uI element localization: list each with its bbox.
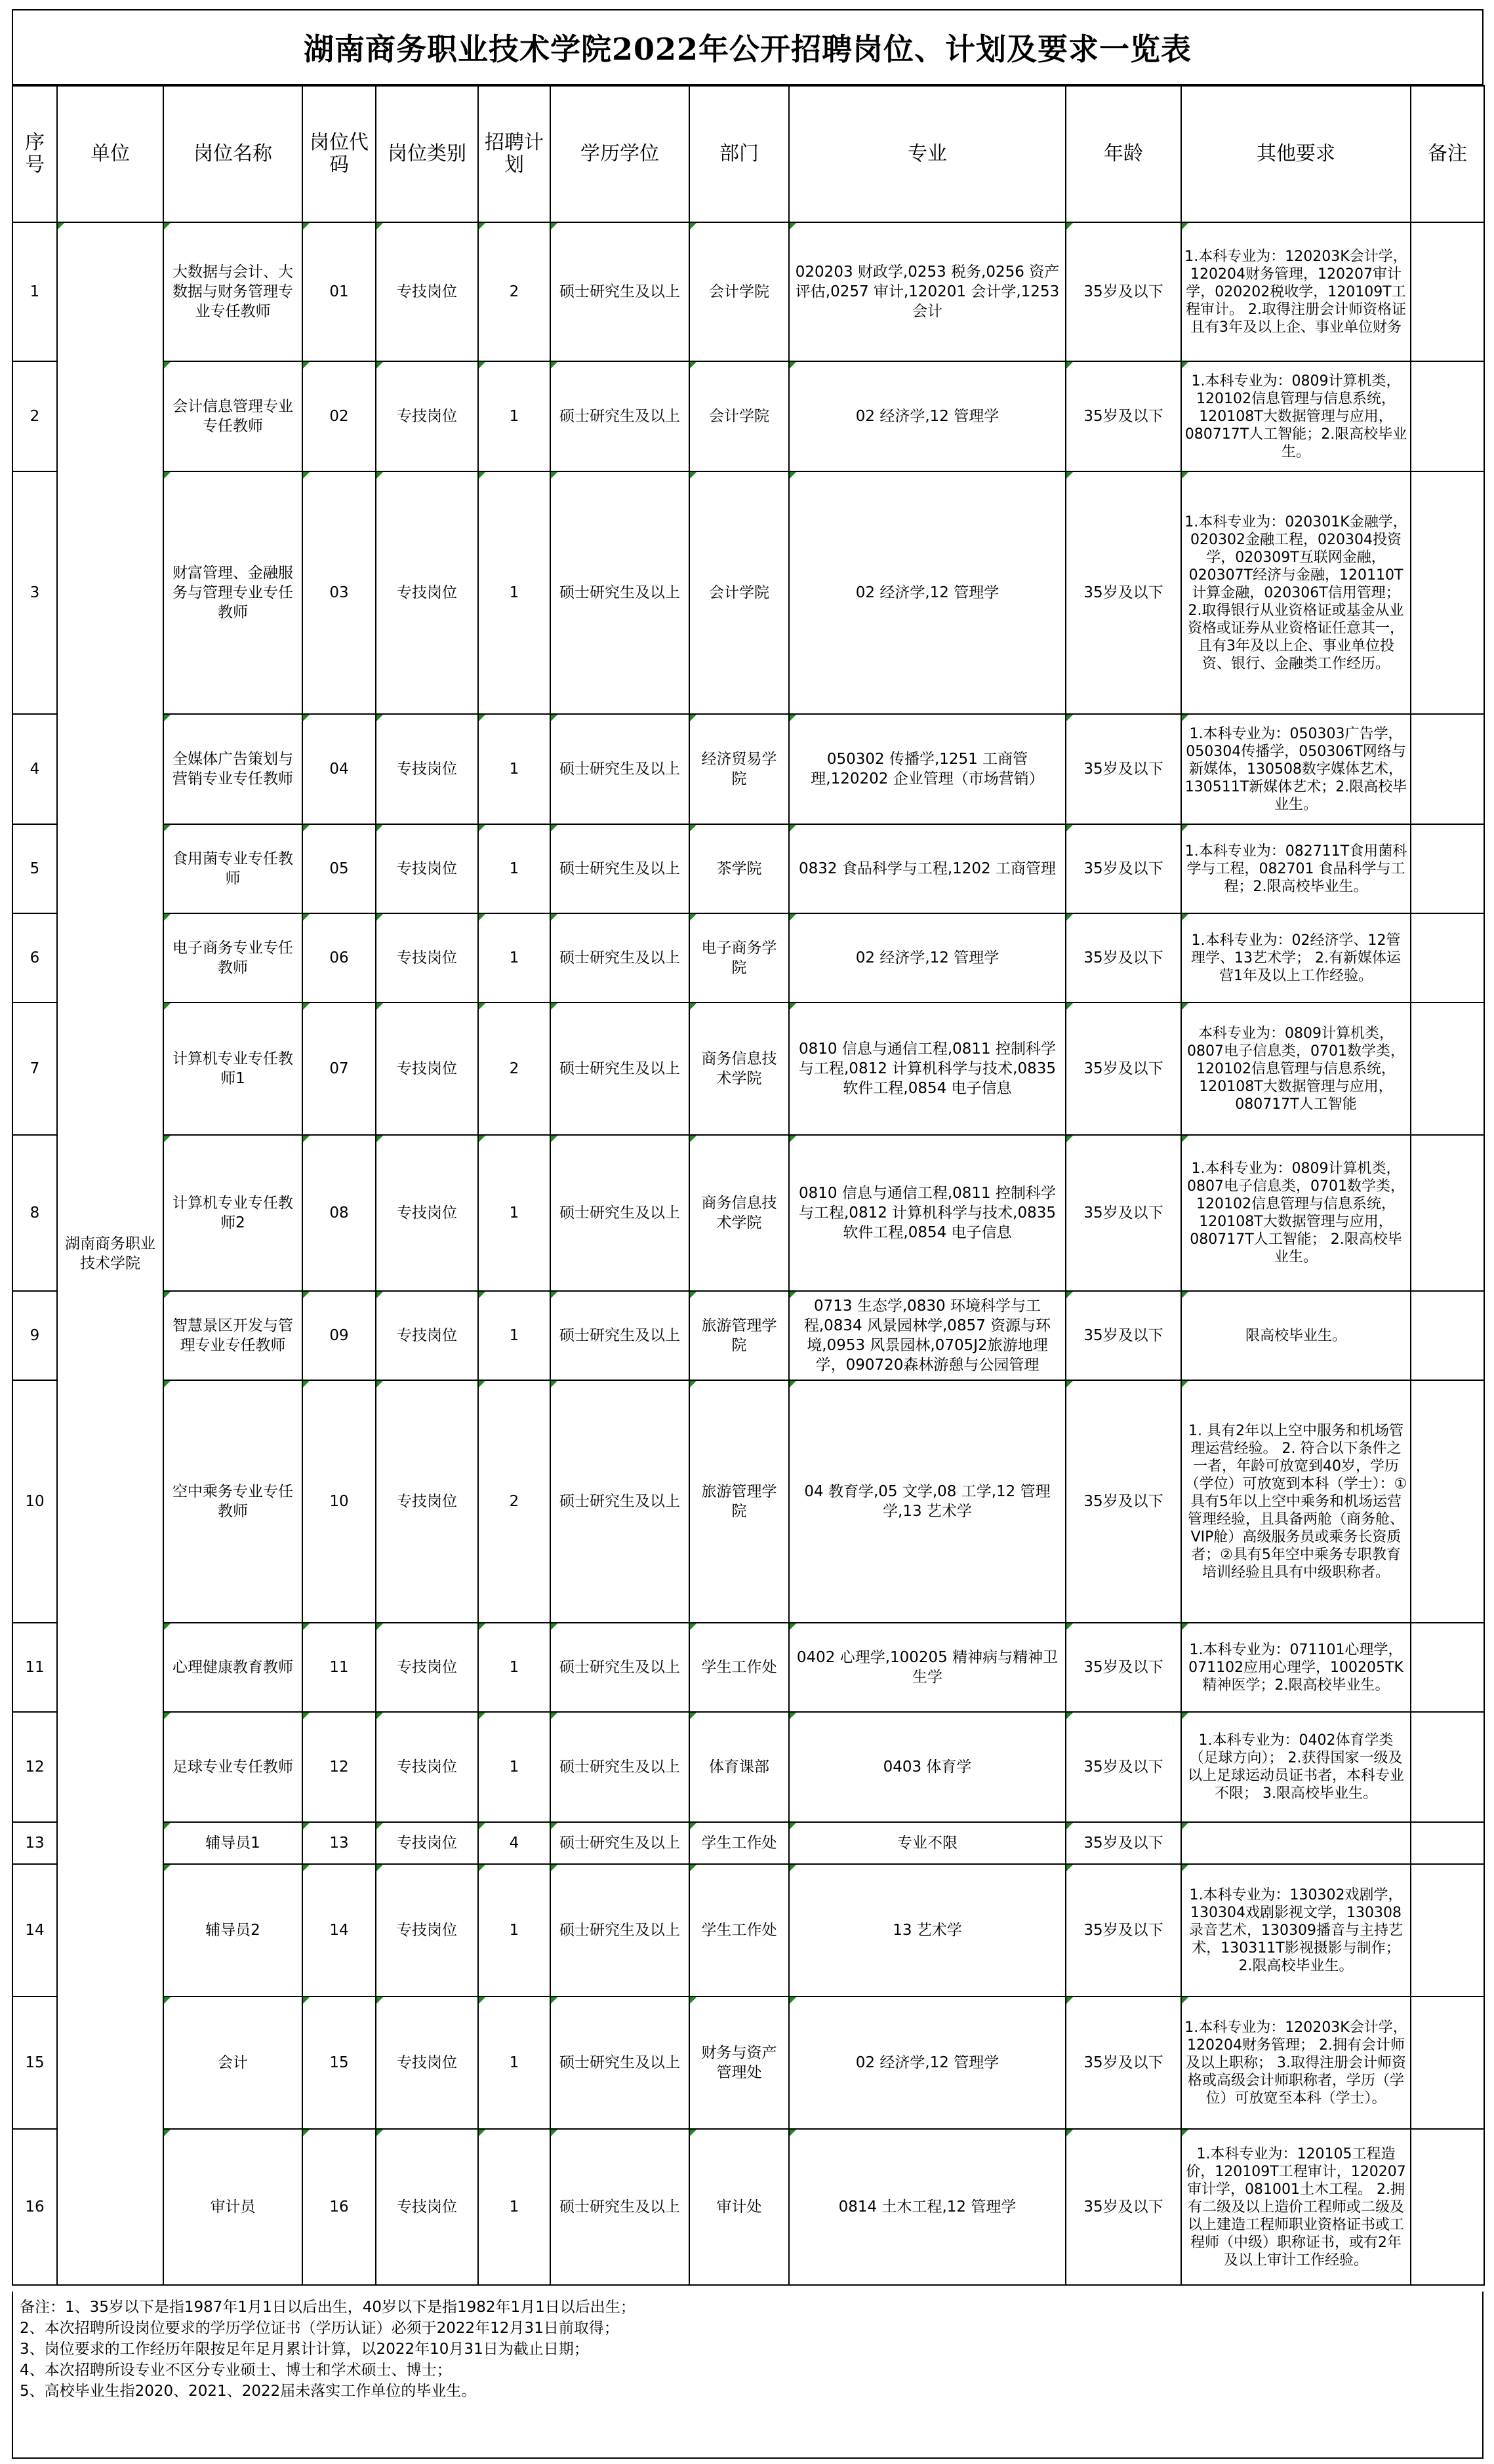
cell-major: 02 经济学,12 管理学 — [789, 1997, 1066, 2129]
cell-seq: 2 — [12, 361, 57, 471]
cell-age: 35岁及以下 — [1066, 1135, 1181, 1291]
cell-major: 02 经济学,12 管理学 — [789, 471, 1066, 714]
cell-plan: 2 — [478, 1380, 550, 1623]
cell-post-type: 专技岗位 — [376, 714, 478, 824]
cell-dept: 电子商务学院 — [689, 913, 789, 1003]
cell-post-code: 07 — [302, 1003, 376, 1135]
cell-post-type: 专技岗位 — [376, 824, 478, 913]
cell-degree: 硕士研究生及以上 — [550, 1003, 689, 1135]
cell-post-name: 辅导员1 — [163, 1822, 302, 1864]
cell-dept: 经济贸易学院 — [689, 714, 789, 824]
cell-post-code: 09 — [302, 1291, 376, 1380]
cell-post-name: 会计信息管理专业专任教师 — [163, 361, 302, 471]
cell-seq: 4 — [12, 714, 57, 824]
cell-post-name: 空中乘务专业专任教师 — [163, 1380, 302, 1623]
note-line: 2、本次招聘所设岗位要求的学历学位证书（学历认证）必须于2022年12月31日前取得； — [20, 2320, 619, 2337]
cell-other: 1.本科专业为：120203K会计学，120204财务管理，120207审计学，020202税收学，120109T工程审计。 2.取得注册会计师资格证且有3年及以上企、事业单位财务 — [1181, 222, 1411, 361]
cell-other — [1181, 1822, 1411, 1864]
cell-post-type: 专技岗位 — [376, 1003, 478, 1135]
cell-seq: 5 — [12, 824, 57, 913]
cell-remark — [1411, 222, 1484, 361]
cell-degree: 硕士研究生及以上 — [550, 471, 689, 714]
col-plan: 招聘计划 — [478, 86, 550, 222]
cell-remark — [1411, 1291, 1484, 1380]
cell-remark — [1411, 1380, 1484, 1623]
cell-age: 35岁及以下 — [1066, 1291, 1181, 1380]
cell-degree: 硕士研究生及以上 — [550, 1623, 689, 1712]
cell-post-type: 专技岗位 — [376, 1380, 478, 1623]
cell-degree: 硕士研究生及以上 — [550, 1135, 689, 1291]
cell-post-type: 专技岗位 — [376, 1291, 478, 1380]
cell-plan: 1 — [478, 1623, 550, 1712]
cell-major: 0403 体育学 — [789, 1712, 1066, 1822]
table-row — [12, 1623, 1484, 1712]
cell-dept: 会计学院 — [689, 361, 789, 471]
table-row — [12, 824, 1484, 913]
cell-post-name: 计算机专业专任教师2 — [163, 1135, 302, 1291]
col-post-code: 岗位代码 — [302, 86, 376, 222]
cell-dept: 茶学院 — [689, 824, 789, 913]
cell-plan: 1 — [478, 1864, 550, 1997]
cell-dept: 旅游管理学院 — [689, 1380, 789, 1623]
cell-remark — [1411, 2129, 1484, 2285]
table-row — [12, 222, 1484, 361]
cell-post-type: 专技岗位 — [376, 913, 478, 1003]
cell-seq: 8 — [12, 1135, 57, 1291]
cell-dept: 学生工作处 — [689, 1623, 789, 1712]
cell-post-name: 财富管理、金融服务与管理专业专任教师 — [163, 471, 302, 714]
cell-seq: 10 — [12, 1380, 57, 1623]
cell-major: 0832 食品科学与工程,1202 工商管理 — [789, 824, 1066, 913]
cell-plan: 1 — [478, 1712, 550, 1822]
cell-degree: 硕士研究生及以上 — [550, 222, 689, 361]
cell-dept: 审计处 — [689, 2129, 789, 2285]
cell-remark — [1411, 471, 1484, 714]
cell-major: 02 经济学,12 管理学 — [789, 913, 1066, 1003]
cell-remark — [1411, 1712, 1484, 1822]
table-row — [12, 471, 1484, 714]
cell-dept: 学生工作处 — [689, 1864, 789, 1997]
cell-age: 35岁及以下 — [1066, 471, 1181, 714]
col-remark: 备注 — [1411, 86, 1484, 222]
col-major: 专业 — [789, 86, 1066, 222]
cell-seq: 3 — [12, 471, 57, 714]
cell-post-code: 08 — [302, 1135, 376, 1291]
header-row — [12, 86, 1484, 222]
col-post-name: 岗位名称 — [163, 86, 302, 222]
cell-post-type: 专技岗位 — [376, 1822, 478, 1864]
cell-post-name: 辅导员2 — [163, 1864, 302, 1997]
cell-age: 35岁及以下 — [1066, 1380, 1181, 1623]
cell-post-name: 足球专业专任教师 — [163, 1712, 302, 1822]
cell-dept: 旅游管理学院 — [689, 1291, 789, 1380]
cell-degree: 硕士研究生及以上 — [550, 2129, 689, 2285]
cell-plan: 1 — [478, 1291, 550, 1380]
cell-post-name: 计算机专业专任教师1 — [163, 1003, 302, 1135]
cell-remark — [1411, 1997, 1484, 2129]
cell-post-code: 05 — [302, 824, 376, 913]
cell-post-code: 02 — [302, 361, 376, 471]
note-line: 备注：1、35岁以下是指1987年1月1日以后出生，40岁以下是指1982年1月1日以后出生； — [20, 2299, 636, 2316]
table-row — [12, 361, 1484, 471]
cell-post-code: 14 — [302, 1864, 376, 1997]
cell-dept: 财务与资产管理处 — [689, 1997, 789, 2129]
cell-seq: 6 — [12, 913, 57, 1003]
cell-remark — [1411, 1135, 1484, 1291]
cell-other: 1.本科专业为：020301K金融学，020302金融工程，020304投资学，020309T互联网金融，020307T经济与金融，120110T计算金融，020306T信用管理； 2.取得银行从业资格证或基金从业资格或证券从业资格证任意其一，且有3年及以上企、事业单位投资、银行、金融类工作经历。 — [1181, 471, 1411, 714]
col-degree: 学历学位 — [550, 86, 689, 222]
cell-major: 专业不限 — [789, 1822, 1066, 1864]
cell-post-type: 专技岗位 — [376, 471, 478, 714]
cell-post-code: 04 — [302, 714, 376, 824]
cell-remark — [1411, 913, 1484, 1003]
cell-major: 0810 信息与通信工程,0811 控制科学与工程,0812 计算机科学与技术,0835 软件工程,0854 电子信息 — [789, 1003, 1066, 1135]
cell-degree: 硕士研究生及以上 — [550, 1997, 689, 2129]
cell-post-type: 专技岗位 — [376, 1623, 478, 1712]
cell-plan: 1 — [478, 913, 550, 1003]
cell-post-code: 15 — [302, 1997, 376, 2129]
col-other: 其他要求 — [1181, 86, 1411, 222]
cell-post-name: 电子商务专业专任教师 — [163, 913, 302, 1003]
cell-age: 35岁及以下 — [1066, 222, 1181, 361]
cell-major: 0713 生态学,0830 环境科学与工程,0834 风景园林学,0857 资源与环境,0953 风景园林,0705J2旅游地理学，090720森林游憩与公园管理 — [789, 1291, 1066, 1380]
cell-other: 1.本科专业为：120203K会计学，120204财务管理； 2.拥有会计师及以上职称； 3.取得注册会计师资格或高级会计师职称者，学历（学位）可放宽至本科（学士）。 — [1181, 1997, 1411, 2129]
cell-other: 1.本科专业为：082711T食用菌科学与工程，082701 食品科学与工程；2.限高校毕业生。 — [1181, 824, 1411, 913]
cell-other: 1.本科专业为：0809计算机类，0807电子信息类，0701数学类，120102信息管理与信息系统，120108T大数据管理与应用，080717T人工智能； 2.限高校毕业生。 — [1181, 1135, 1411, 1291]
cell-plan: 1 — [478, 1135, 550, 1291]
cell-degree: 硕士研究生及以上 — [550, 1822, 689, 1864]
cell-unit: 湖南商务职业技术学院 — [57, 222, 163, 2285]
cell-post-code: 12 — [302, 1712, 376, 1822]
cell-post-code: 16 — [302, 2129, 376, 2285]
cell-remark — [1411, 1822, 1484, 1864]
cell-post-type: 专技岗位 — [376, 1997, 478, 2129]
cell-post-name: 智慧景区开发与管理专业专任教师 — [163, 1291, 302, 1380]
cell-post-type: 专技岗位 — [376, 1864, 478, 1997]
cell-degree: 硕士研究生及以上 — [550, 824, 689, 913]
notes — [12, 2292, 1484, 2459]
cell-age: 35岁及以下 — [1066, 2129, 1181, 2285]
cell-post-name: 心理健康教育教师 — [163, 1623, 302, 1712]
cell-other: 本科专业为：0809计算机类，0807电子信息类，0701数学类，120102信息管理与信息系统，120108T大数据管理与应用，080717T人工智能 — [1181, 1003, 1411, 1135]
cell-post-type: 专技岗位 — [376, 1712, 478, 1822]
cell-major: 02 经济学,12 管理学 — [789, 361, 1066, 471]
cell-remark — [1411, 1623, 1484, 1712]
cell-major: 0810 信息与通信工程,0811 控制科学与工程,0812 计算机科学与技术,0835 软件工程,0854 电子信息 — [789, 1135, 1066, 1291]
cell-other: 1.本科专业为：0809计算机类，120102信息管理与信息系统，120108T大数据管理与应用，080717T人工智能；2.限高校毕业生。 — [1181, 361, 1411, 471]
cell-post-code: 10 — [302, 1380, 376, 1623]
cell-age: 35岁及以下 — [1066, 1623, 1181, 1712]
cell-dept: 商务信息技术学院 — [689, 1003, 789, 1135]
table-row — [12, 714, 1484, 824]
cell-post-type: 专技岗位 — [376, 1135, 478, 1291]
table-row — [12, 1003, 1484, 1135]
note-line: 5、高校毕业生指2020、2021、2022届未落实工作单位的毕业生。 — [20, 2383, 477, 2400]
cell-plan: 1 — [478, 471, 550, 714]
cell-other: 1.本科专业为：120105工程造价，120109T工程审计，120207 审计学，081001土木工程。 2.拥有二级及以上造价工程师或二级及以上建造工程师职业资格证书或工程师（中级）职称证书，或有2年及以上审计工作经验。 — [1181, 2129, 1411, 2285]
cell-age: 35岁及以下 — [1066, 913, 1181, 1003]
cell-major: 04 教育学,05 文学,08 工学,12 管理学,13 艺术学 — [789, 1380, 1066, 1623]
col-unit: 单位 — [57, 86, 163, 222]
cell-other: 1.本科专业为：130302戏剧学，130304戏剧影视文学，130308录音艺术，130309播音与主持艺术，130311T影视摄影与制作； 2.限高校毕业生。 — [1181, 1864, 1411, 1997]
cell-major: 0814 土木工程,12 管理学 — [789, 2129, 1066, 2285]
note-line: 4、本次招聘所设专业不区分专业硕士、博士和学术硕士、博士； — [20, 2362, 452, 2379]
cell-post-type: 专技岗位 — [376, 222, 478, 361]
cell-dept: 商务信息技术学院 — [689, 1135, 789, 1291]
cell-post-code: 13 — [302, 1822, 376, 1864]
cell-other: 限高校毕业生。 — [1181, 1291, 1411, 1380]
cell-post-name: 全媒体广告策划与营销专业专任教师 — [163, 714, 302, 824]
cell-post-name: 审计员 — [163, 2129, 302, 2285]
cell-other: 1.本科专业为：071101心理学，071102应用心理学，100205TK精神医学；2.限高校毕业生。 — [1181, 1623, 1411, 1712]
cell-dept: 会计学院 — [689, 222, 789, 361]
cell-age: 35岁及以下 — [1066, 361, 1181, 471]
cell-plan: 1 — [478, 714, 550, 824]
table-row — [12, 1135, 1484, 1291]
col-seq: 序号 — [12, 86, 57, 222]
note-line: 3、岗位要求的工作经历年限按足年足月累计计算，以2022年10月31日为截止日期； — [20, 2341, 589, 2358]
cell-remark — [1411, 1864, 1484, 1997]
table-row — [12, 2129, 1484, 2285]
cell-age: 35岁及以下 — [1066, 1822, 1181, 1864]
cell-remark — [1411, 1003, 1484, 1135]
cell-age: 35岁及以下 — [1066, 1997, 1181, 2129]
cell-plan: 2 — [478, 1003, 550, 1135]
cell-post-name: 食用菌专业专任教师 — [163, 824, 302, 913]
table-row — [12, 1380, 1484, 1623]
table-row — [12, 1997, 1484, 2129]
cell-post-type: 专技岗位 — [376, 361, 478, 471]
cell-seq: 1 — [12, 222, 57, 361]
cell-major: 0402 心理学,100205 精神病与精神卫生学 — [789, 1623, 1066, 1712]
cell-major: 020203 财政学,0253 税务,0256 资产评估,0257 审计,120201 会计学,1253 会计 — [789, 222, 1066, 361]
cell-dept: 体育课部 — [689, 1712, 789, 1822]
cell-plan: 4 — [478, 1822, 550, 1864]
cell-dept: 学生工作处 — [689, 1822, 789, 1864]
cell-major: 13 艺术学 — [789, 1864, 1066, 1997]
cell-seq: 14 — [12, 1864, 57, 1997]
cell-degree: 硕士研究生及以上 — [550, 913, 689, 1003]
cell-post-type: 专技岗位 — [376, 2129, 478, 2285]
cell-dept: 会计学院 — [689, 471, 789, 714]
cell-post-code: 01 — [302, 222, 376, 361]
cell-post-name: 会计 — [163, 1997, 302, 2129]
cell-post-code: 06 — [302, 913, 376, 1003]
cell-seq: 16 — [12, 2129, 57, 2285]
table-row — [12, 1712, 1484, 1822]
cell-plan: 2 — [478, 222, 550, 361]
table-row — [12, 913, 1484, 1003]
cell-post-name: 大数据与会计、大数据与财务管理专业专任教师 — [163, 222, 302, 361]
cell-seq: 15 — [12, 1997, 57, 2129]
cell-remark — [1411, 361, 1484, 471]
table-row — [12, 1291, 1484, 1380]
cell-remark — [1411, 824, 1484, 913]
cell-remark — [1411, 714, 1484, 824]
cell-seq: 9 — [12, 1291, 57, 1380]
cell-seq: 12 — [12, 1712, 57, 1822]
cell-age: 35岁及以下 — [1066, 1864, 1181, 1997]
table-body — [12, 222, 1484, 2285]
cell-major: 050302 传播学,1251 工商管理,120202 企业管理（市场营销） — [789, 714, 1066, 824]
cell-other: 1.本科专业为：02经济学、12管理学、13艺术学； 2.有新媒体运营1年及以上工作经验。 — [1181, 913, 1411, 1003]
cell-plan: 1 — [478, 1997, 550, 2129]
cell-plan: 1 — [478, 361, 550, 471]
cell-degree: 硕士研究生及以上 — [550, 714, 689, 824]
cell-degree: 硕士研究生及以上 — [550, 1712, 689, 1822]
cell-other: 1.本科专业为：0402体育学类（足球方向）； 2.获得国家一级及以上足球运动员证书者，本科专业不限； 3.限高校毕业生。 — [1181, 1712, 1411, 1822]
col-dept: 部门 — [689, 86, 789, 222]
cell-plan: 1 — [478, 824, 550, 913]
col-post-type: 岗位类别 — [376, 86, 478, 222]
cell-age: 35岁及以下 — [1066, 1003, 1181, 1135]
cell-degree: 硕士研究生及以上 — [550, 361, 689, 471]
cell-degree: 硕士研究生及以上 — [550, 1380, 689, 1623]
col-age: 年龄 — [1066, 86, 1181, 222]
cell-post-code: 03 — [302, 471, 376, 714]
cell-age: 35岁及以下 — [1066, 824, 1181, 913]
recruitment-table — [12, 85, 1485, 2286]
cell-age: 35岁及以下 — [1066, 1712, 1181, 1822]
cell-plan: 1 — [478, 2129, 550, 2285]
cell-other: 1. 具有2年以上空中服务和机场管理运营经验。 2. 符合以下条件之一者，年龄可放宽到40岁，学历（学位）可放宽到本科（学士）：①具有5年以上空中乘务和机场运营管理经验，且具备两舱（商务舱、VIP舱）高级服务员或乘务长资质者；②具有5年空中乘务专职教育培训经验且具有中级职称者。 — [1181, 1380, 1411, 1623]
cell-post-code: 11 — [302, 1623, 376, 1712]
cell-age: 35岁及以下 — [1066, 714, 1181, 824]
page-title: 湖南商务职业技术学院2022年公开招聘岗位、计划及要求一览表 — [12, 9, 1484, 85]
cell-other: 1.本科专业为：050303广告学，050304传播学，050306T网络与新媒体，130508数字媒体艺术，130511T新媒体艺术；2.限高校毕业生。 — [1181, 714, 1411, 824]
table-row — [12, 1864, 1484, 1997]
table-row — [12, 1822, 1484, 1864]
cell-seq: 7 — [12, 1003, 57, 1135]
cell-degree: 硕士研究生及以上 — [550, 1291, 689, 1380]
cell-seq: 13 — [12, 1822, 57, 1864]
cell-seq: 11 — [12, 1623, 57, 1712]
cell-degree: 硕士研究生及以上 — [550, 1864, 689, 1997]
